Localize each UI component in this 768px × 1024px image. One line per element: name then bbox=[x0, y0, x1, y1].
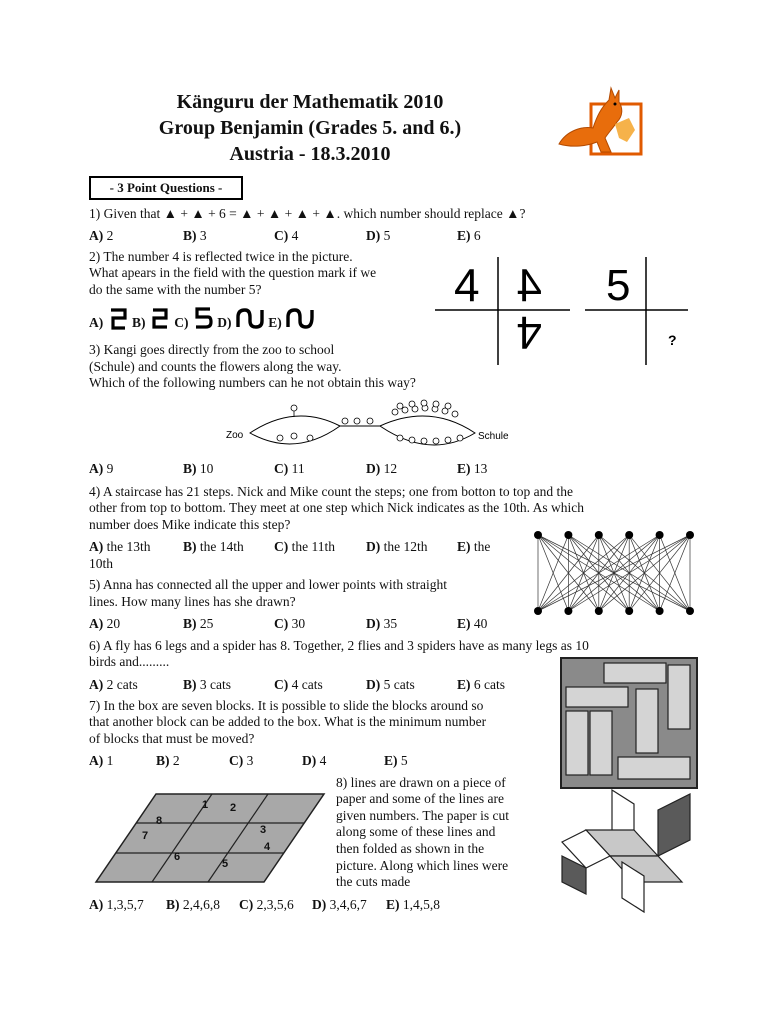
q8-line-3: given numbers. The paper is cut bbox=[336, 808, 509, 823]
lower-point bbox=[686, 607, 694, 615]
title-line-3: Austria - 18.3.2010 bbox=[229, 143, 391, 165]
grid-number-5: 5 bbox=[222, 858, 229, 870]
q6-option-e[interactable]: E) 6 cats bbox=[457, 677, 505, 692]
q5-line-1: 5) Anna has connected all the upper and lower points with straight bbox=[89, 577, 448, 592]
q3-line-2: (Schule) and counts the flowers along the way. bbox=[89, 359, 342, 374]
q8-option-e[interactable]: E) 1,4,5,8 bbox=[386, 897, 440, 912]
q8-line-2: paper and some of the lines are bbox=[336, 791, 504, 806]
lower-point bbox=[564, 607, 572, 615]
q2-option-c-label[interactable]: C) bbox=[174, 315, 189, 330]
q4-option-c[interactable]: C) the 11th bbox=[274, 539, 335, 554]
q6-option-d[interactable]: D) 5 cats bbox=[366, 677, 415, 692]
block-5 bbox=[590, 711, 612, 775]
grid-number-3: 3 bbox=[260, 824, 267, 836]
q2-option-c-glyph[interactable] bbox=[192, 305, 214, 331]
upper-point bbox=[656, 531, 664, 539]
q5-option-b[interactable]: B) 25 bbox=[183, 616, 214, 631]
q3-option-a[interactable]: A) 9 bbox=[89, 461, 114, 476]
q8-option-a[interactable]: A) 1,3,5,7 bbox=[89, 897, 144, 912]
q5-option-e[interactable]: E) 40 bbox=[457, 616, 488, 631]
fig-digit-4-mirrored: 4 bbox=[516, 259, 542, 311]
q2-options bbox=[89, 305, 315, 335]
q4-option-d[interactable]: D) the 12th bbox=[366, 539, 428, 554]
q6-option-a[interactable]: A) 2 cats bbox=[89, 677, 138, 692]
block-1 bbox=[604, 663, 666, 683]
q8-folded-paper-figure bbox=[558, 782, 698, 914]
q2-option-d-label[interactable]: D) bbox=[217, 315, 232, 330]
upper-point bbox=[534, 531, 542, 539]
grid-number-2: 2 bbox=[230, 802, 237, 814]
q1-option-a[interactable]: A) 2 bbox=[89, 228, 114, 243]
grid-number-4: 4 bbox=[264, 841, 271, 853]
upper-point bbox=[625, 531, 633, 539]
block-2 bbox=[566, 687, 628, 707]
q3-line-3: Which of the following numbers can he not obtain this way? bbox=[89, 375, 416, 390]
q1-option-d[interactable]: D) 5 bbox=[366, 228, 391, 243]
q3-flower-path bbox=[220, 398, 530, 458]
q6-line-2: birds and......... bbox=[89, 654, 170, 669]
lower-point bbox=[656, 607, 664, 615]
q3-line-1: 3) Kangi goes directly from the zoo to school bbox=[89, 342, 335, 357]
q2-reflection-figure bbox=[430, 255, 690, 370]
q5-line-2: lines. How many lines has she drawn? bbox=[89, 594, 296, 609]
q3-option-d[interactable]: D) 12 bbox=[366, 461, 398, 476]
grid-number-1: 1 bbox=[202, 799, 209, 811]
title-line-1: Känguru der Mathematik 2010 bbox=[176, 91, 444, 113]
q4-option-b[interactable]: B) the 14th bbox=[183, 539, 244, 554]
q4-option-e-continued: 10th bbox=[89, 556, 114, 571]
q8-line-5: then folded as shown in the bbox=[336, 841, 485, 856]
q2-option-b-glyph[interactable] bbox=[149, 305, 171, 331]
q4-option-e[interactable]: E) the bbox=[457, 539, 491, 554]
grid-number-8: 8 bbox=[156, 815, 163, 827]
q5-option-a[interactable]: A) 20 bbox=[89, 616, 121, 631]
schule-label: Schule bbox=[478, 431, 509, 442]
q6-line-1: 6) A fly has 6 legs and a spider has 8. Together, 2 flies and 3 spiders have as many legs as 10 bbox=[89, 638, 589, 653]
q4-line-2: other from top to bottom. They meet at one step which Nick indicates as the 10th. As which bbox=[89, 500, 585, 515]
upper-point bbox=[564, 531, 572, 539]
q1-option-e[interactable]: E) 6 bbox=[457, 228, 481, 243]
q3-option-b[interactable]: B) 10 bbox=[183, 461, 214, 476]
q8-line-4: along some of these lines and bbox=[336, 824, 496, 839]
section-header: - 3 Point Questions - bbox=[89, 176, 243, 200]
upper-point bbox=[686, 531, 694, 539]
q7-line-3: of blocks that must be moved? bbox=[89, 731, 255, 746]
lower-point bbox=[534, 607, 542, 615]
q2-option-e-glyph[interactable] bbox=[285, 305, 315, 331]
q8-option-b[interactable]: B) 2,4,6,8 bbox=[166, 897, 220, 912]
block-4 bbox=[566, 711, 588, 775]
q4-option-a[interactable]: A) the 13th bbox=[89, 539, 151, 554]
q2-option-e-label[interactable]: E) bbox=[268, 315, 282, 330]
q4-line-3: number does Mike indicate this step? bbox=[89, 517, 291, 532]
grid-number-6: 6 bbox=[174, 851, 181, 863]
q8-line-6: picture. Along which lines were bbox=[336, 858, 509, 873]
fig-digit-4: 4 bbox=[454, 259, 480, 311]
q4-line-1: 4) A staircase has 21 steps. Nick and Mike count the steps; one from botton to top and the bbox=[89, 484, 574, 499]
kangaroo-logo bbox=[553, 82, 645, 162]
q8-option-c[interactable]: C) 2,3,5,6 bbox=[239, 897, 294, 912]
zoo-label: Zoo bbox=[226, 430, 244, 441]
q7-line-1: 7) In the box are seven blocks. It is possible to slide the blocks around so bbox=[89, 698, 484, 713]
block-6 bbox=[636, 689, 658, 753]
q8-grid-figure bbox=[92, 788, 332, 888]
lower-point bbox=[595, 607, 603, 615]
q2-option-a-label[interactable]: A) bbox=[89, 315, 104, 330]
q2-option-d-glyph[interactable] bbox=[235, 305, 265, 331]
grid-number-7: 7 bbox=[142, 830, 149, 842]
q7-option-a[interactable]: A) 1 bbox=[89, 753, 114, 768]
fig-digit-4-rotated: 4 bbox=[516, 307, 542, 359]
q7-block-box-figure bbox=[560, 657, 698, 789]
block-7 bbox=[618, 757, 690, 779]
q5-connection-figure bbox=[530, 525, 698, 620]
q7-option-c[interactable]: C) 3 bbox=[229, 753, 254, 768]
block-3 bbox=[668, 665, 690, 729]
upper-point bbox=[595, 531, 603, 539]
fig-question-mark: ? bbox=[668, 332, 677, 348]
q1-option-b[interactable]: B) 3 bbox=[183, 228, 207, 243]
title-line-2: Group Benjamin (Grades 5. and 6.) bbox=[158, 117, 462, 139]
q6-option-b[interactable]: B) 3 cats bbox=[183, 677, 231, 692]
q3-option-e[interactable]: E) 13 bbox=[457, 461, 488, 476]
q7-option-b[interactable]: B) 2 bbox=[156, 753, 180, 768]
q2-option-a-glyph[interactable] bbox=[107, 305, 129, 331]
q5-option-c[interactable]: C) 30 bbox=[274, 616, 306, 631]
q6-option-c[interactable]: C) 4 cats bbox=[274, 677, 323, 692]
q7-option-e[interactable]: E) 5 bbox=[384, 753, 408, 768]
q8-line-1: 8) lines are drawn on a piece of bbox=[336, 775, 506, 790]
lower-point bbox=[625, 607, 633, 615]
q5-option-d[interactable]: D) 35 bbox=[366, 616, 398, 631]
flowers bbox=[277, 400, 463, 444]
q7-line-2: that another block can be added to the box. What is the minimum number bbox=[89, 714, 487, 729]
q2-option-b-label[interactable]: B) bbox=[132, 315, 146, 330]
q1-text: 1) Given that ▲ + ▲ + 6 = ▲ + ▲ + ▲ + ▲. which number should replace ▲? bbox=[89, 206, 526, 221]
q2-line-3: do the same with the number 5? bbox=[89, 282, 262, 297]
fig-digit-5: 5 bbox=[606, 261, 631, 310]
q1-option-c[interactable]: C) 4 bbox=[274, 228, 299, 243]
q8-line-7: the cuts made bbox=[336, 874, 411, 889]
q3-option-c[interactable]: C) 11 bbox=[274, 461, 305, 476]
q7-option-d[interactable]: D) 4 bbox=[302, 753, 327, 768]
q2-line-2: What apears in the field with the question mark if we bbox=[89, 265, 377, 280]
q2-line-1: 2) The number 4 is reflected twice in the picture. bbox=[89, 249, 353, 264]
q8-option-d[interactable]: D) 3,4,6,7 bbox=[312, 897, 367, 912]
